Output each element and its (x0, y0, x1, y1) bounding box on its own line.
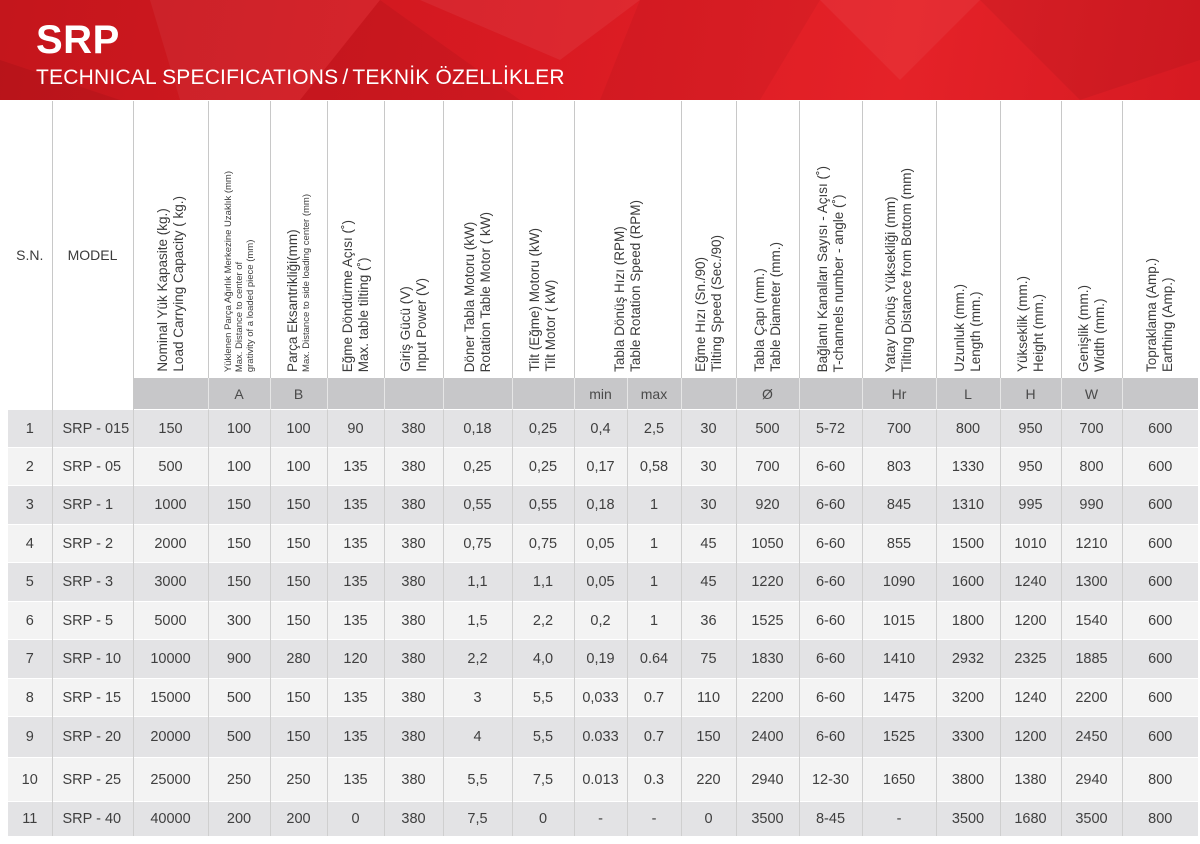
model-cell: SRP - 25 (52, 758, 133, 802)
value-cell: 380 (384, 410, 443, 448)
value-cell: 600 (1122, 448, 1198, 486)
value-cell: 30 (681, 486, 736, 525)
table-row (8, 602, 1198, 640)
value-cell: 600 (1122, 410, 1198, 448)
value-cell: 150 (270, 602, 327, 640)
header-t-channels: Bağlantı Kanalları Sayısı - Açısı (˚) T-channels number - angle (˚) (799, 101, 862, 378)
value-cell: 300 (208, 602, 270, 640)
value-cell: 1475 (862, 679, 936, 717)
model-cell: SRP - 015 (52, 410, 133, 448)
symbol-cell (1122, 378, 1198, 410)
value-cell: 0,2 (574, 602, 627, 640)
value-cell: 1600 (936, 563, 1000, 602)
header-tilting-distance: Yatay Dönüş Yüksekliği (mm) Tilting Distance from Bottom (mm) (862, 101, 936, 378)
value-cell: 1 (627, 486, 681, 525)
value-cell: 2,2 (512, 602, 574, 640)
value-cell: 500 (736, 410, 799, 448)
symbol-h: H (1000, 378, 1061, 410)
table-row (8, 525, 1198, 563)
table-row (8, 717, 1198, 758)
value-cell: 3300 (936, 717, 1000, 758)
value-cell: 1240 (1000, 679, 1061, 717)
value-cell: 3 (443, 679, 512, 717)
value-cell: 250 (208, 758, 270, 802)
value-cell: 0,25 (443, 448, 512, 486)
value-cell: 10000 (133, 640, 208, 679)
value-cell: 0,18 (574, 486, 627, 525)
value-cell: 6-60 (799, 563, 862, 602)
value-cell: 1525 (736, 602, 799, 640)
value-cell: 45 (681, 563, 736, 602)
value-cell: 0,033 (574, 679, 627, 717)
subtitle-separator: / (342, 66, 349, 89)
value-cell: 600 (1122, 486, 1198, 525)
value-cell: 0,05 (574, 563, 627, 602)
value-cell: 5,5 (512, 679, 574, 717)
value-cell: 1330 (936, 448, 1000, 486)
value-cell: 380 (384, 563, 443, 602)
header-banner (0, 0, 1200, 100)
value-cell: 380 (384, 679, 443, 717)
model-cell: SRP - 5 (52, 602, 133, 640)
symbol-cell (384, 378, 443, 410)
value-cell: 0 (327, 802, 384, 837)
value-cell: 150 (270, 679, 327, 717)
value-cell: 700 (1061, 410, 1122, 448)
symbol-w: W (1061, 378, 1122, 410)
value-cell: 0,55 (512, 486, 574, 525)
value-cell: 990 (1061, 486, 1122, 525)
value-cell: 0.3 (627, 758, 681, 802)
value-cell: 1015 (862, 602, 936, 640)
row-number-cell: 2 (8, 448, 52, 486)
value-cell: 920 (736, 486, 799, 525)
value-cell: 150 (270, 525, 327, 563)
value-cell: 950 (1000, 410, 1061, 448)
value-cell: 135 (327, 525, 384, 563)
value-cell: 600 (1122, 602, 1198, 640)
value-cell: 1650 (862, 758, 936, 802)
header-earthing: Topraklama (Amp.) Earthing (Amp.) (1122, 101, 1198, 378)
value-cell: 995 (1000, 486, 1061, 525)
table-row (8, 802, 1198, 837)
value-cell: 1380 (1000, 758, 1061, 802)
value-cell: 1800 (936, 602, 1000, 640)
header-eccentricity: Parça Eksantrikliği(mm) Max. Distance to side loading center (mm) (270, 101, 327, 378)
row-number-cell: 10 (8, 758, 52, 802)
model-cell: SRP - 40 (52, 802, 133, 837)
value-cell: 600 (1122, 679, 1198, 717)
value-cell: 500 (208, 717, 270, 758)
header-model: MODEL (52, 101, 133, 410)
value-cell: 1090 (862, 563, 936, 602)
value-cell: 600 (1122, 525, 1198, 563)
header-sn: S.N. (8, 101, 52, 410)
value-cell: 3500 (736, 802, 799, 837)
value-cell: 0,05 (574, 525, 627, 563)
table-row (8, 486, 1198, 525)
value-cell: 1210 (1061, 525, 1122, 563)
value-cell: 250 (270, 758, 327, 802)
table-row (8, 448, 1198, 486)
value-cell: 135 (327, 448, 384, 486)
value-cell: 36 (681, 602, 736, 640)
value-cell: 6-60 (799, 640, 862, 679)
model-cell: SRP - 15 (52, 679, 133, 717)
value-cell: 5000 (133, 602, 208, 640)
header-height: Yükseklik (mm.) Height (mm.) (1000, 101, 1061, 378)
header-rotation-speed: Tabla Dönüş Hızı (RPM) Table Rotation Speed (RPM) (574, 101, 681, 378)
value-cell: 1220 (736, 563, 799, 602)
value-cell: 3500 (1061, 802, 1122, 837)
page-title: SRP (36, 18, 120, 62)
value-cell: 1200 (1000, 717, 1061, 758)
header-load-capacity: Nominal Yük Kapasite (kg.) Load Carrying Capacity ( kg.) (133, 101, 208, 378)
value-cell: 0.033 (574, 717, 627, 758)
value-cell: 150 (133, 410, 208, 448)
value-cell: 3200 (936, 679, 1000, 717)
value-cell: 7,5 (443, 802, 512, 837)
value-cell: 1680 (1000, 802, 1061, 837)
header-tilt-angle: Eğme Döndürme Açısı (˚) Max. table tilting (˚) (327, 101, 384, 378)
row-number-cell: 6 (8, 602, 52, 640)
row-number-cell: 7 (8, 640, 52, 679)
model-cell: SRP - 05 (52, 448, 133, 486)
value-cell: 100 (208, 410, 270, 448)
value-cell: 5-72 (799, 410, 862, 448)
value-cell: 0 (512, 802, 574, 837)
value-cell: 30 (681, 448, 736, 486)
value-cell: 100 (208, 448, 270, 486)
symbol-row (8, 378, 1198, 410)
value-cell: 800 (1122, 758, 1198, 802)
value-cell: 2200 (1061, 679, 1122, 717)
value-cell: 1310 (936, 486, 1000, 525)
value-cell: 0,19 (574, 640, 627, 679)
row-number-cell: 5 (8, 563, 52, 602)
value-cell: - (862, 802, 936, 837)
value-cell: 4,0 (512, 640, 574, 679)
value-cell: 90 (327, 410, 384, 448)
value-cell: 12-30 (799, 758, 862, 802)
value-cell: 800 (936, 410, 1000, 448)
value-cell: 600 (1122, 717, 1198, 758)
subtitle-english: TECHNICAL SPECIFICATIONS (36, 66, 339, 89)
value-cell: 135 (327, 679, 384, 717)
model-cell: SRP - 3 (52, 563, 133, 602)
row-number-cell: 11 (8, 802, 52, 837)
value-cell: 100 (270, 410, 327, 448)
value-cell: 700 (736, 448, 799, 486)
symbol-cell (799, 378, 862, 410)
value-cell: 135 (327, 602, 384, 640)
value-cell: 6-60 (799, 717, 862, 758)
symbol-a: A (208, 378, 270, 410)
header-table-diameter: Tabla Çapı (mm.) Table Diameter (mm.) (736, 101, 799, 378)
value-cell: 135 (327, 758, 384, 802)
row-number-cell: 9 (8, 717, 52, 758)
value-cell: - (627, 802, 681, 837)
symbol-b: B (270, 378, 327, 410)
value-cell: 45 (681, 525, 736, 563)
value-cell: 900 (208, 640, 270, 679)
value-cell: 1 (627, 563, 681, 602)
row-number-cell: 8 (8, 679, 52, 717)
value-cell: 803 (862, 448, 936, 486)
value-cell: 5,5 (443, 758, 512, 802)
value-cell: 3800 (936, 758, 1000, 802)
symbol-cell (327, 378, 384, 410)
symbol-cell (443, 378, 512, 410)
value-cell: 6-60 (799, 602, 862, 640)
value-cell: 2932 (936, 640, 1000, 679)
value-cell: 150 (270, 717, 327, 758)
model-cell: SRP - 20 (52, 717, 133, 758)
value-cell: 1525 (862, 717, 936, 758)
spec-table-body (8, 410, 1198, 837)
value-cell: 150 (208, 486, 270, 525)
value-cell: 0.013 (574, 758, 627, 802)
value-cell: 30 (681, 410, 736, 448)
value-cell: 2000 (133, 525, 208, 563)
value-cell: 500 (208, 679, 270, 717)
value-cell: 135 (327, 486, 384, 525)
symbol-cell (133, 378, 208, 410)
value-cell: 40000 (133, 802, 208, 837)
header-center-distance: Yüklenen Parça Ağırlık Merkezine Uzaklık (mm) Max. Distance to center of grativity of a loaded piece (mm) (208, 101, 270, 378)
value-cell: 855 (862, 525, 936, 563)
value-cell: 950 (1000, 448, 1061, 486)
value-cell: 150 (208, 563, 270, 602)
symbol-hr: Hr (862, 378, 936, 410)
value-cell: 0,25 (512, 410, 574, 448)
header-rotation-motor: Döner Tabla Motoru (kW) Rotation Table Motor ( kW) (443, 101, 512, 378)
value-cell: 0,18 (443, 410, 512, 448)
value-cell: 600 (1122, 563, 1198, 602)
row-number-cell: 4 (8, 525, 52, 563)
value-cell: 0,17 (574, 448, 627, 486)
value-cell: 20000 (133, 717, 208, 758)
value-cell: 1410 (862, 640, 936, 679)
value-cell: 1010 (1000, 525, 1061, 563)
value-cell: 75 (681, 640, 736, 679)
symbol-cell (512, 378, 574, 410)
value-cell: 6-60 (799, 448, 862, 486)
value-cell: 1300 (1061, 563, 1122, 602)
value-cell: 0,25 (512, 448, 574, 486)
value-cell: 2940 (1061, 758, 1122, 802)
table-row (8, 640, 1198, 679)
value-cell: 380 (384, 640, 443, 679)
value-cell: 2940 (736, 758, 799, 802)
value-cell: 0 (681, 802, 736, 837)
value-cell: 0,75 (512, 525, 574, 563)
value-cell: 25000 (133, 758, 208, 802)
value-cell: 1885 (1061, 640, 1122, 679)
value-cell: 200 (270, 802, 327, 837)
value-cell: 1500 (936, 525, 1000, 563)
symbol-l: L (936, 378, 1000, 410)
value-cell: 280 (270, 640, 327, 679)
value-cell: 1240 (1000, 563, 1061, 602)
table-row (8, 563, 1198, 602)
value-cell: 1 (627, 525, 681, 563)
value-cell: 2,2 (443, 640, 512, 679)
value-cell: 150 (208, 525, 270, 563)
value-cell: 1 (627, 602, 681, 640)
symbol-cell (681, 378, 736, 410)
subtitle-turkish: TEKNİK ÖZELLİKLER (352, 66, 565, 89)
value-cell: 3000 (133, 563, 208, 602)
value-cell: 220 (681, 758, 736, 802)
value-cell: 0.7 (627, 679, 681, 717)
value-cell: 6-60 (799, 525, 862, 563)
value-cell: 2400 (736, 717, 799, 758)
value-cell: 600 (1122, 640, 1198, 679)
value-cell: 1000 (133, 486, 208, 525)
value-cell: 1,1 (512, 563, 574, 602)
value-cell: 150 (681, 717, 736, 758)
spec-table (8, 101, 1198, 836)
value-cell: 380 (384, 802, 443, 837)
value-cell: 8-45 (799, 802, 862, 837)
table-row (8, 679, 1198, 717)
value-cell: 380 (384, 525, 443, 563)
symbol-min: min (574, 378, 627, 410)
page-subtitle (36, 66, 565, 90)
header-width: Genişlik (mm.) Width (mm.) (1061, 101, 1122, 378)
value-cell: 135 (327, 563, 384, 602)
value-cell: - (574, 802, 627, 837)
value-cell: 0,58 (627, 448, 681, 486)
symbol-max: max (627, 378, 681, 410)
value-cell: 380 (384, 448, 443, 486)
value-cell: 845 (862, 486, 936, 525)
value-cell: 0,4 (574, 410, 627, 448)
table-row (8, 410, 1198, 448)
value-cell: 200 (208, 802, 270, 837)
value-cell: 800 (1122, 802, 1198, 837)
value-cell: 380 (384, 717, 443, 758)
symbol-diameter: Ø (736, 378, 799, 410)
value-cell: 6-60 (799, 486, 862, 525)
value-cell: 3500 (936, 802, 1000, 837)
header-length: Uzunluk (mm.) Length (mm.) (936, 101, 1000, 378)
value-cell: 380 (384, 486, 443, 525)
value-cell: 1050 (736, 525, 799, 563)
value-cell: 110 (681, 679, 736, 717)
header-input-power: Giriş Gücü (V) Input Power (V) (384, 101, 443, 378)
value-cell: 150 (270, 563, 327, 602)
row-number-cell: 3 (8, 486, 52, 525)
value-cell: 1,1 (443, 563, 512, 602)
value-cell: 1830 (736, 640, 799, 679)
value-cell: 1200 (1000, 602, 1061, 640)
value-cell: 15000 (133, 679, 208, 717)
value-cell: 0,55 (443, 486, 512, 525)
value-cell: 6-60 (799, 679, 862, 717)
value-cell: 100 (270, 448, 327, 486)
value-cell: 2200 (736, 679, 799, 717)
value-cell: 2,5 (627, 410, 681, 448)
value-cell: 380 (384, 758, 443, 802)
value-cell: 1,5 (443, 602, 512, 640)
value-cell: 7,5 (512, 758, 574, 802)
header-tilt-speed: Eğme Hızı (Sn./90) Tilting Speed (Sec./90) (681, 101, 736, 378)
row-number-cell: 1 (8, 410, 52, 448)
model-cell: SRP - 1 (52, 486, 133, 525)
value-cell: 135 (327, 717, 384, 758)
value-cell: 150 (270, 486, 327, 525)
model-cell: SRP - 2 (52, 525, 133, 563)
value-cell: 500 (133, 448, 208, 486)
table-row (8, 758, 1198, 802)
model-cell: SRP - 10 (52, 640, 133, 679)
value-cell: 0.64 (627, 640, 681, 679)
table-header-row (8, 101, 1198, 378)
value-cell: 1540 (1061, 602, 1122, 640)
value-cell: 0,75 (443, 525, 512, 563)
value-cell: 120 (327, 640, 384, 679)
value-cell: 800 (1061, 448, 1122, 486)
value-cell: 2450 (1061, 717, 1122, 758)
value-cell: 380 (384, 602, 443, 640)
value-cell: 0.7 (627, 717, 681, 758)
value-cell: 700 (862, 410, 936, 448)
value-cell: 4 (443, 717, 512, 758)
value-cell: 2325 (1000, 640, 1061, 679)
header-tilt-motor: Tilt (Eğme) Motoru (kW) Tilt Motor ( kW) (512, 101, 574, 378)
value-cell: 5,5 (512, 717, 574, 758)
